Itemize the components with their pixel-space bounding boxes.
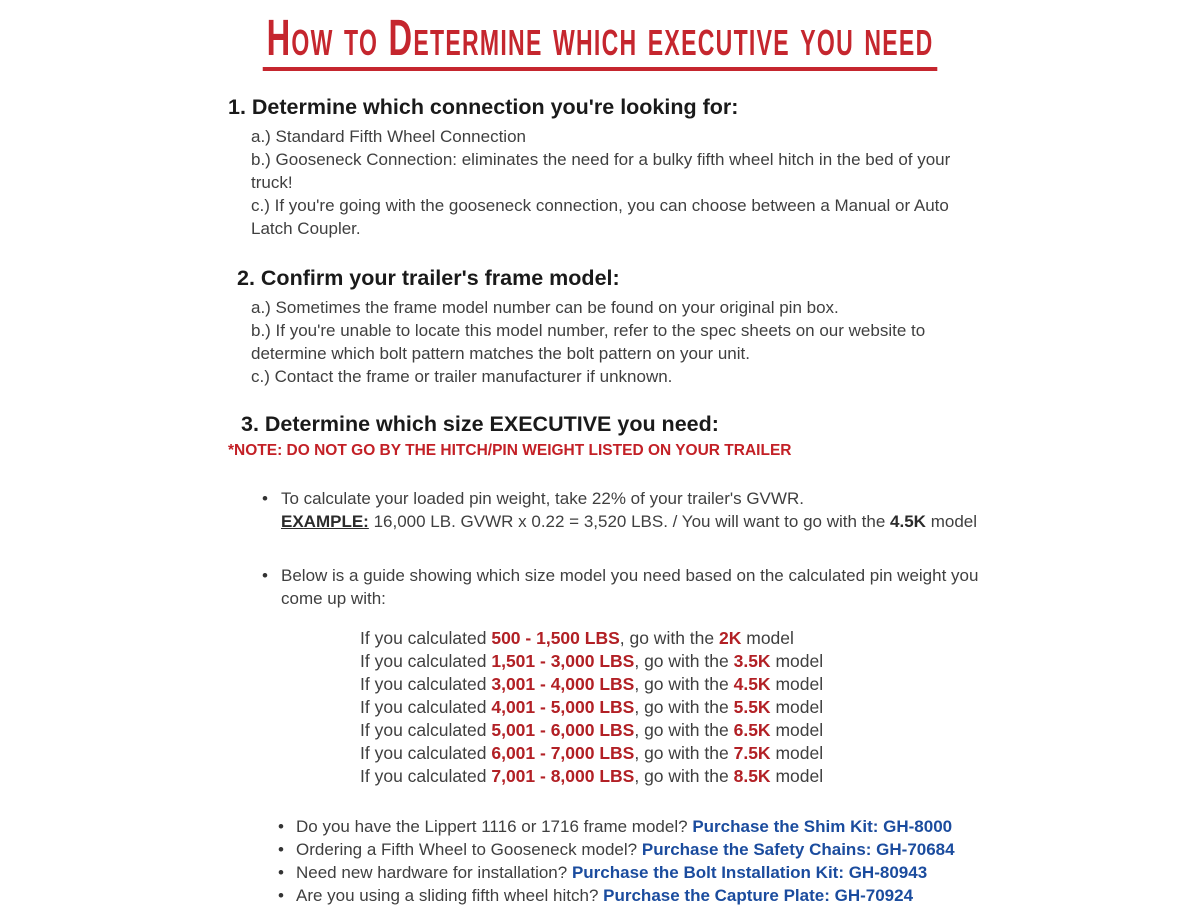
- weight-row-middle: , go with the: [619, 627, 715, 648]
- weight-guide-row: [360, 673, 1200, 696]
- guide-bullet: [262, 564, 1200, 610]
- weight-row-suffix: model: [775, 719, 824, 740]
- weight-guide-row: [360, 765, 1200, 788]
- weight-guide-row: [360, 719, 1200, 742]
- faq-list: [278, 815, 1200, 906]
- faq-line: [296, 861, 927, 884]
- purchase-link[interactable]: Purchase the Shim Kit: GH-8000: [692, 816, 953, 836]
- section-frame-model: [0, 265, 1200, 388]
- faq-item: [278, 838, 1200, 861]
- guide-text: Below is a guide showing which size model you need based on the calculated pin weight you come up with:: [281, 565, 979, 608]
- faq-item: [278, 815, 1200, 838]
- weight-guide: [360, 627, 1200, 788]
- model-name: 3.5K: [733, 650, 771, 671]
- bullet-dot: [262, 487, 281, 533]
- weight-row-prefix: If you calculated: [360, 650, 487, 671]
- weight-row-middle: , go with the: [634, 696, 729, 717]
- bullet-dot: [278, 815, 296, 838]
- section-connection: [0, 94, 1200, 240]
- calc-example: [281, 510, 987, 533]
- model-name: 2K: [719, 627, 742, 648]
- weight-guide-row: [360, 650, 1200, 673]
- bullet-dot: [278, 838, 296, 861]
- weight-row-prefix: If you calculated: [360, 765, 487, 786]
- weight-row-middle: , go with the: [634, 765, 729, 786]
- weight-row-prefix: If you calculated: [360, 696, 487, 717]
- bullet-dot: [262, 564, 281, 610]
- example-suffix: model: [930, 511, 978, 531]
- page-title: [263, 9, 938, 71]
- faq-item: [278, 884, 1200, 906]
- list-item: a.) Standard Fifth Wheel Connection: [251, 126, 526, 146]
- section-1-heading: 1. Determine which connection you're looking for:: [228, 95, 739, 120]
- weight-row-middle: , go with the: [634, 742, 729, 763]
- note-warning: *NOTE: DO NOT GO BY THE HITCH/PIN WEIGHT LISTED ON YOUR TRAILER: [228, 441, 792, 459]
- weight-row-suffix: model: [775, 742, 824, 763]
- weight-row-prefix: If you calculated: [360, 742, 487, 763]
- weight-row-suffix: model: [775, 765, 824, 786]
- calc-pin-weight-bullet: [262, 487, 1200, 533]
- faq-line: [296, 815, 952, 838]
- list-item: b.) If you're unable to locate this model number, refer to the spec sheets on our website to determine which bolt pattern matches the bolt pattern on your unit.: [251, 320, 926, 363]
- purchase-link[interactable]: Purchase the Safety Chains: GH-70684: [641, 839, 955, 859]
- weight-guide-row: [360, 742, 1200, 765]
- faq-line: [296, 838, 955, 861]
- model-name: 6.5K: [733, 719, 771, 740]
- weight-range: 6,001 - 7,000 LBS: [491, 742, 635, 763]
- model-name: 7.5K: [733, 742, 771, 763]
- example-label: EXAMPLE:: [281, 511, 369, 531]
- faq-question: Do you have the Lippert 1116 or 1716 frame model?: [296, 816, 688, 836]
- faq-question: Ordering a Fifth Wheel to Gooseneck model?: [296, 839, 638, 859]
- purchase-link[interactable]: Purchase the Bolt Installation Kit: GH-80943: [571, 862, 928, 882]
- weight-row-suffix: model: [775, 673, 824, 694]
- list-item: b.) Gooseneck Connection: eliminates the need for a bulky fifth wheel hitch in the bed of your truck!: [251, 149, 951, 192]
- weight-range: 5,001 - 6,000 LBS: [491, 719, 635, 740]
- weight-range: 500 - 1,500 LBS: [491, 627, 620, 648]
- weight-range: 3,001 - 4,000 LBS: [491, 673, 635, 694]
- weight-range: 4,001 - 5,000 LBS: [491, 696, 635, 717]
- bullet-dot: [278, 861, 296, 884]
- faq-question: Are you using a sliding fifth wheel hitch?: [296, 885, 599, 905]
- section-size: [0, 411, 1200, 461]
- weight-guide-row: [360, 627, 1200, 650]
- section-3-heading: 3. Determine which size EXECUTIVE you need:: [241, 411, 719, 436]
- page-title-text: How to Determine which executive you need: [263, 12, 938, 71]
- section-2-items: [251, 296, 963, 388]
- weight-row-middle: , go with the: [634, 719, 729, 740]
- faq-question: Need new hardware for installation?: [296, 862, 568, 882]
- weight-row-suffix: model: [775, 650, 824, 671]
- model-name: 5.5K: [733, 696, 771, 717]
- weight-row-suffix: model: [775, 696, 824, 717]
- weight-range: 7,001 - 8,000 LBS: [491, 765, 635, 786]
- section-2-heading: 2. Confirm your trailer's frame model:: [237, 265, 620, 290]
- weight-row-middle: , go with the: [634, 673, 729, 694]
- weight-row-suffix: model: [746, 627, 794, 648]
- list-item: c.) Contact the frame or trailer manufacturer if unknown.: [251, 366, 673, 386]
- model-name: 4.5K: [733, 673, 771, 694]
- list-item: a.) Sometimes the frame model number can be found on your original pin box.: [251, 297, 839, 317]
- weight-guide-row: [360, 696, 1200, 719]
- weight-row-prefix: If you calculated: [360, 673, 487, 694]
- example-model: 4.5K: [890, 511, 926, 531]
- page-header: [0, 0, 1200, 71]
- model-name: 8.5K: [733, 765, 771, 786]
- list-item: c.) If you're going with the gooseneck connection, you can choose between a Manual or Auto Latch Coupler.: [251, 195, 949, 238]
- weight-row-prefix: If you calculated: [360, 719, 487, 740]
- bullet-dot: [278, 884, 296, 906]
- calc-text: To calculate your loaded pin weight, take 22% of your trailer's GVWR.: [281, 488, 804, 508]
- weight-range: 1,501 - 3,000 LBS: [491, 650, 635, 671]
- weight-row-prefix: If you calculated: [360, 627, 487, 648]
- faq-line: [296, 884, 913, 906]
- section-1-items: [251, 125, 963, 240]
- faq-item: [278, 861, 1200, 884]
- calc-bullet-body: [281, 487, 987, 533]
- weight-row-middle: , go with the: [634, 650, 729, 671]
- purchase-link[interactable]: Purchase the Capture Plate: GH-70924: [603, 885, 914, 905]
- example-text: 16,000 LB. GVWR x 0.22 = 3,520 LBS. / You will want to go with the: [373, 511, 886, 531]
